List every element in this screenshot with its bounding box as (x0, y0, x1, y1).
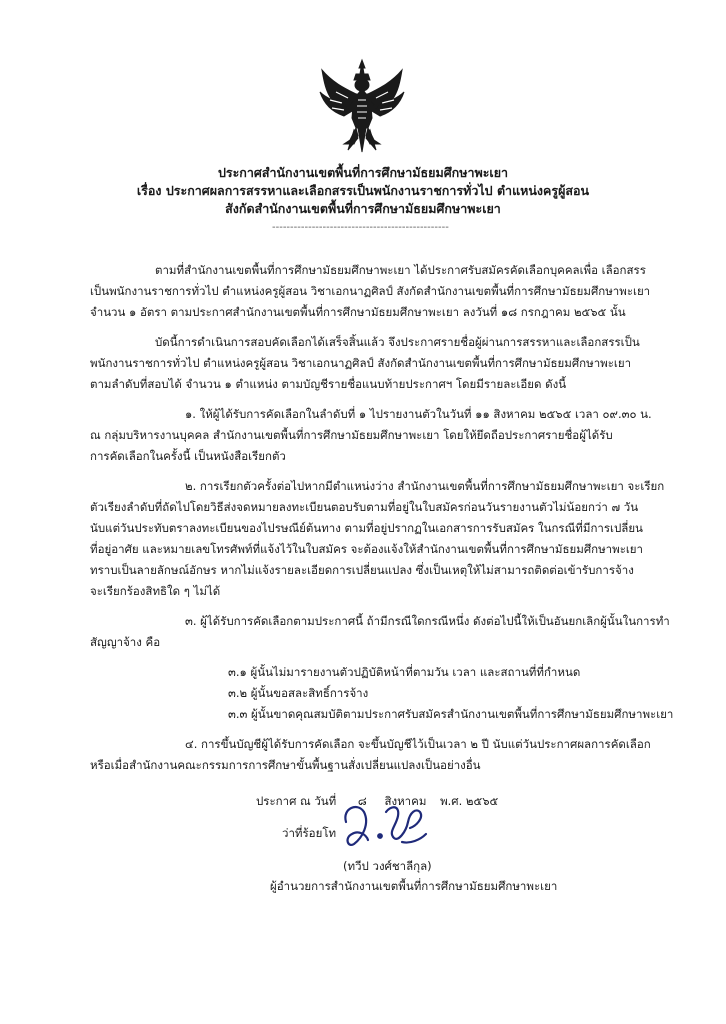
signer-rank: ว่าที่ร้อยโท (282, 826, 337, 840)
garuda-emblem-icon (318, 58, 406, 154)
signer-name: (ทวีป วงศ์ชาลีกุล) (343, 859, 432, 873)
paragraph-line: ตามลำดับที่สอบได้ จำนวน ๑ ตำแหน่ง ตามบัญชีรายชื่อแนบท้ายประกาศฯ โดยมีรายละเอียด ดังนี้ (90, 377, 567, 391)
item-3-sub-line: ๓.๑ ผู้นั้นไม่มารายงานตัวปฏิบัติหน้าที่ตามวัน เวลา และสถานที่ที่กำหนด (228, 665, 581, 679)
announce-prefix: ประกาศ ณ วันที่ (256, 794, 337, 808)
header-separator: ------------------------------------------------- (272, 222, 449, 233)
item-3-line: ๓. ผู้ได้รับการคัดเลือกตามประกาศนี้ ถ้ามีกรณีใดกรณีหนึ่ง ดังต่อไปนี้ให้เป็นอันยกเลิกผู้นั้นในการทำ (185, 614, 670, 628)
item-3-sub-line: ๓.๒ ผู้นั้นขอสละสิทธิ์การจ้าง (228, 686, 369, 700)
handwritten-signature-icon (336, 798, 428, 854)
announcement-subject: เรื่อง ประกาศผลการสรรหาและเลือกสรรเป็นพนักงานราชการทั่วไป ตำแหน่งครูผู้สอน (136, 183, 590, 198)
item-2-line: ที่อยู่อาศัย และหมายเลขโทรศัพท์ที่แจ้งไว้ในใบสมัคร จะต้องแจ้งให้สำนักงานเขตพื้นที่การศึกษามัธยมศึกษาพะเยา (90, 542, 643, 556)
signer-position: ผู้อำนวยการสำนักงานเขตพื้นที่การศึกษามัธยมศึกษาพะเยา (270, 879, 558, 893)
item-1-line: ณ กลุ่มบริหารงานบุคคล สำนักงานเขตพื้นที่การศึกษามัธยมศึกษาพะเยา โดยให้ยึดถือประกาศรายชื่อผู้ได้รับ (90, 428, 613, 442)
item-2-line: ๒. การเรียกตัวครั้งต่อไปหากมีตำแหน่งว่าง สำนักงานเขตพื้นที่การศึกษามัธยมศึกษาพะเยา จะเรียก (185, 479, 665, 493)
announcement-affiliation: สังกัดสำนักงานเขตพื้นที่การศึกษามัธยมศึกษาพะเยา (225, 201, 501, 216)
item-2-line: จะเรียกร้องสิทธิใด ๆ ไม่ได้ (90, 584, 221, 598)
item-2-line: ตัวเรียงลำดับที่ถัดไปโดยวิธีส่งจดหมายลงทะเบียนตอบรับตามที่อยู่ในใบสมัครก่อนวันรายงานตัวไม่น้อยกว่า ๗ วัน (90, 500, 639, 514)
item-3-line: สัญญาจ้าง คือ (90, 635, 161, 649)
paragraph-line: พนักงานราชการทั่วไป ตำแหน่งครูผู้สอน วิชาเอกนาฏศิลป์ สังกัดสำนักงานเขตพื้นที่การศึกษามัธยมศึกษาพะเยา (90, 356, 632, 370)
item-3-sub-line: ๓.๓ ผู้นั้นขาดคุณสมบัติตามประกาศรับสมัครสำนักงานเขตพื้นที่การศึกษามัธยมศึกษาพะเยา (228, 707, 674, 721)
item-2-line: ทราบเป็นลายลักษณ์อักษร หากไม่แจ้งรายละเอียดการเปลี่ยนแปลง ซึ่งเป็นเหตุให้ไม่สามารถติดต่อเข้ารับการจ้าง (90, 563, 634, 577)
announce-month: สิงหาคม (384, 794, 427, 808)
item-1-line: ๑. ให้ผู้ได้รับการคัดเลือกในลำดับที่ ๑ ไปรายงานตัวในวันที่ ๑๑ สิงหาคม ๒๕๖๕ เวลา ๐๙.๓๐ น. (185, 407, 652, 421)
announce-day: ๘ (357, 794, 367, 808)
item-1-line: การคัดเลือกในครั้งนี้ เป็นหนังสือเรียกตัว (90, 449, 286, 463)
announce-year: พ.ศ. ๒๕๖๕ (440, 794, 499, 808)
paragraph-line: จำนวน ๑ อัตรา ตามประกาศสำนักงานเขตพื้นที่การศึกษามัธยมศึกษาพะเยา ลงวันที่ ๑๘ กรกฎาคม ๒๕๖๕ นั้น (90, 305, 626, 319)
announcement-title: ประกาศสำนักงานเขตพื้นที่การศึกษามัธยมศึกษาพะเยา (217, 165, 509, 180)
paragraph-line: บัดนี้การดำเนินการสอบคัดเลือกได้เสร็จสิ้นแล้ว จึงประกาศรายชื่อผู้ผ่านการสรรหาและเลือกสรรเป็น (155, 335, 640, 349)
paragraph-line: เป็นพนักงานราชการทั่วไป ตำแหน่งครูผู้สอน วิชาเอกนาฏศิลป์ สังกัดสำนักงานเขตพื้นที่การศึกษามัธยมศึกษาพะเยา (90, 284, 651, 298)
paragraph-line: ตามที่สำนักงานเขตพื้นที่การศึกษามัธยมศึกษาพะเยา ได้ประกาศรับสมัครคัดเลือกบุคคลเพื่อ เลือกสรร (155, 263, 646, 277)
item-2-line: นับแต่วันประทับตราลงทะเบียนของไปรษณีย์ต้นทาง ตามที่อยู่ปรากฏในเอกสารการรับสมัคร ในกรณีที่มีการเปลี่ยน (90, 521, 643, 535)
item-4-line: ๔. การขึ้นบัญชีผู้ได้รับการคัดเลือก จะขึ้นบัญชีไว้เป็นเวลา ๒ ปี นับแต่วันประกาศผลการคัดเลือก (185, 737, 651, 751)
item-4-line: หรือเมื่อสำนักงานคณะกรรมการการศึกษาขั้นพื้นฐานสั่งเปลี่ยนแปลงเป็นอย่างอื่น (90, 758, 481, 772)
